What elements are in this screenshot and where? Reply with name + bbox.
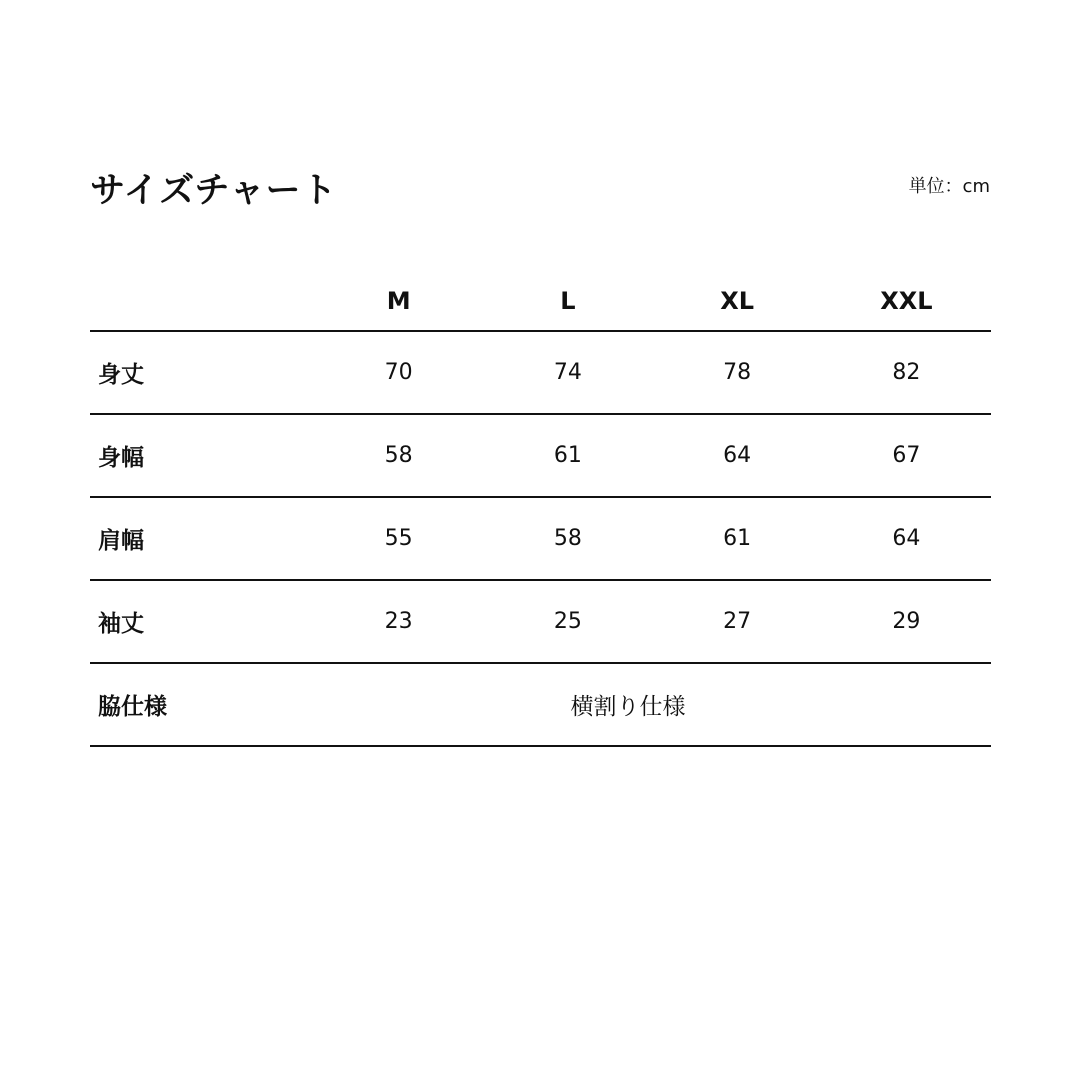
row-label: 身幅 [98, 445, 144, 471]
table-row-body-width [90, 415, 991, 498]
table-cell: 29 [892, 609, 921, 634]
table-cell: 61 [553, 443, 582, 468]
side-spec-value: 横割り仕様 [570, 694, 686, 720]
table-cell: 67 [892, 443, 921, 468]
table-cell: 58 [384, 443, 413, 468]
unit-label: 単位：cm [908, 176, 990, 197]
row-label: 脇仕様 [98, 694, 167, 720]
table-row-shoulder-width [90, 498, 991, 581]
size-table [90, 272, 991, 747]
table-cell: 23 [384, 609, 413, 634]
table-cell: 70 [384, 360, 413, 385]
table-cell: 64 [723, 443, 752, 468]
table-row-body-length [90, 332, 991, 415]
table-cell: 27 [723, 609, 752, 634]
table-cell: 78 [723, 360, 752, 385]
row-label: 身丈 [98, 362, 144, 388]
size-header-xxl: XXL [880, 287, 933, 315]
header-empty-cell [90, 301, 314, 302]
table-header-row [90, 272, 991, 332]
size-header-l: L [560, 287, 576, 315]
table-row-sleeve-length [90, 581, 991, 664]
table-cell: 25 [553, 609, 582, 634]
table-cell: 82 [892, 360, 921, 385]
table-cell: 58 [553, 526, 582, 551]
table-cell: 55 [384, 526, 413, 551]
page-title: サイズチャート [90, 171, 338, 211]
size-header-xl: XL [720, 287, 755, 315]
table-row-side-spec [90, 664, 991, 747]
table-cell: 61 [723, 526, 752, 551]
row-label: 肩幅 [98, 528, 144, 554]
size-header-m: M [386, 287, 411, 315]
table-cell: 64 [892, 526, 921, 551]
row-label: 袖丈 [98, 611, 144, 637]
table-cell: 74 [553, 360, 582, 385]
